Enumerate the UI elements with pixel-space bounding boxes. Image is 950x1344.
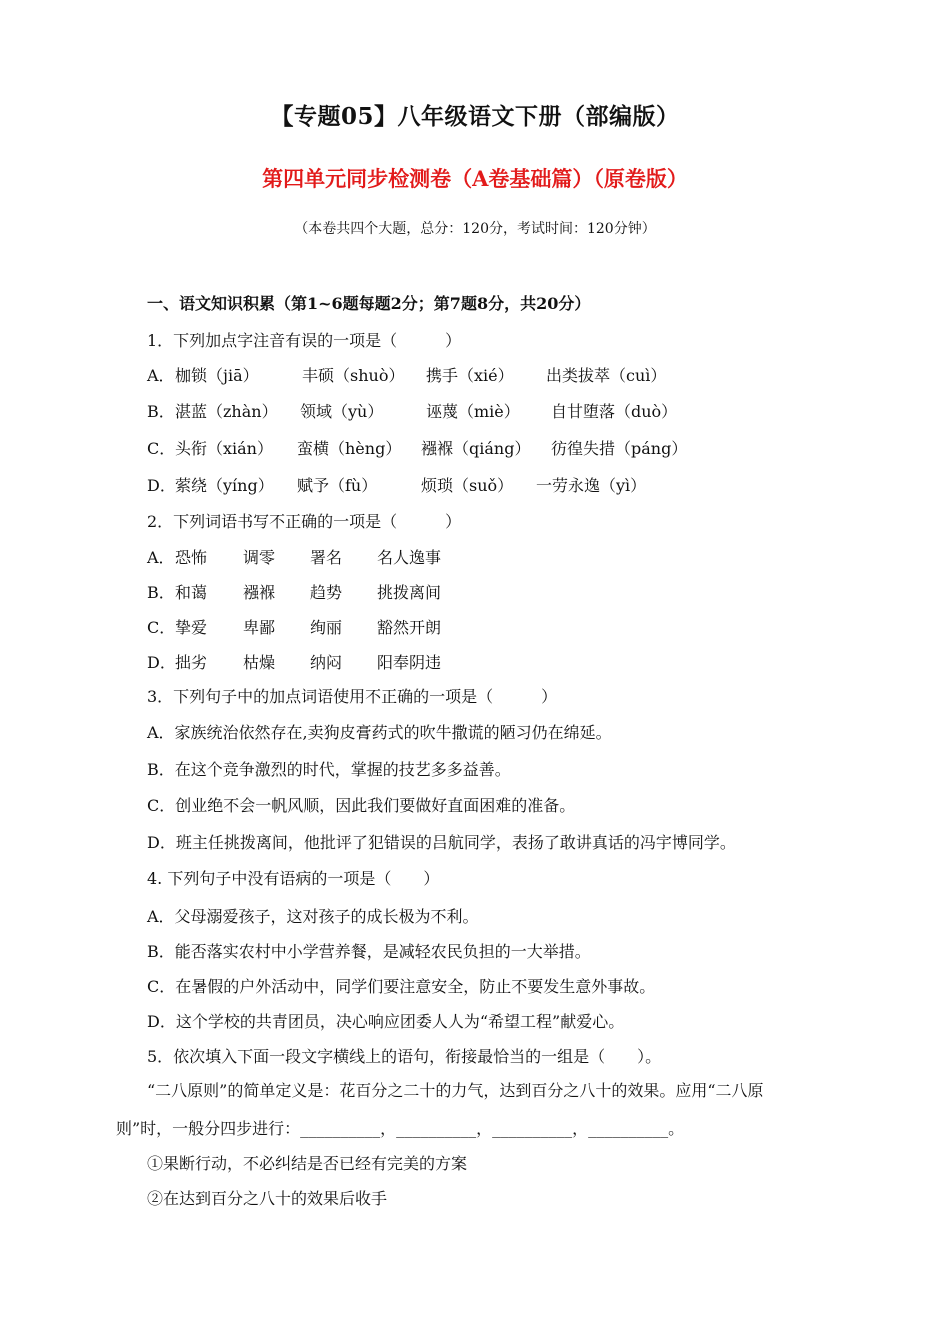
q1-option-c-item-3: 襁褓（qiáng） bbox=[421, 439, 531, 458]
q2-option-c-word-2: 卑鄙 bbox=[243, 618, 276, 637]
question-5-stem: 5．依次填入下面一段文字横线上的语句，衔接最恰当的一组是（ ）。 bbox=[147, 1047, 662, 1066]
q4-option-d: D．这个学校的共青团员，决心响应团委人人为“希望工程”献爱心。 bbox=[147, 1012, 625, 1031]
question-2-stem: 2．下列词语书写不正确的一项是（ ） bbox=[147, 512, 462, 531]
q5-choice-2: ②在达到百分之八十的效果后收手 bbox=[147, 1189, 388, 1208]
q1-option-a-item-2: 丰硕（shuò） bbox=[302, 366, 405, 385]
q1-option-a-label: A． bbox=[147, 366, 175, 385]
q2-option-c-word-4: 豁然开朗 bbox=[377, 618, 442, 637]
q1-option-b-label: B． bbox=[147, 402, 175, 421]
q1-option-a-item-3: 携手（xié） bbox=[426, 366, 514, 385]
q1-option-d-label: D． bbox=[147, 476, 176, 495]
q2-option-b-word-4: 挑拨离间 bbox=[377, 583, 442, 602]
question-4-stem: 4. 下列句子中没有语病的一项是（ ） bbox=[147, 869, 440, 888]
q2-option-b-label: B． bbox=[147, 583, 175, 602]
q1-option-c-label: C． bbox=[147, 439, 176, 458]
q1-option-b-item-3: 诬蔑（miè） bbox=[426, 402, 520, 421]
q1-option-d-item-2: 赋予（fù） bbox=[297, 476, 378, 495]
q3-option-b: B．在这个竞争激烈的时代，掌握的技艺多多益善。 bbox=[147, 760, 511, 779]
q1-option-c-item-2: 蛮横（hèng） bbox=[297, 439, 402, 458]
q1-option-b-item-1: 湛蓝（zhàn） bbox=[175, 402, 278, 421]
q2-option-d-word-3: 纳闷 bbox=[310, 653, 343, 672]
q2-option-a-word-3: 署名 bbox=[310, 548, 343, 567]
q2-option-d-word-4: 阳奉阴违 bbox=[377, 653, 442, 672]
q2-option-a-word-1: 恐怖 bbox=[175, 548, 208, 567]
q1-option-b-item-2: 领域（yù） bbox=[300, 402, 384, 421]
q1-option-c-item-1: 头衔（xián） bbox=[175, 439, 273, 458]
q3-option-a: A．家族统治依然存在,卖狗皮膏药式的吹牛撒谎的陋习仍在绵延。 bbox=[147, 723, 612, 742]
q3-option-c: C．创业绝不会一帆风顺，因此我们要做好直面困难的准备。 bbox=[147, 796, 576, 815]
q5-choice-1: ①果断行动，不必纠结是否已经有完美的方案 bbox=[147, 1154, 468, 1173]
section-heading: 一、语文知识积累（第1~6题每题2分；第7题8分，共20分） bbox=[147, 294, 591, 313]
q2-option-c-word-3: 绚丽 bbox=[310, 618, 343, 637]
question-3-stem: 3．下列句子中的加点词语使用不正确的一项是（ ） bbox=[147, 687, 558, 706]
q2-option-a-label: A． bbox=[147, 548, 175, 567]
exam-note: （本卷共四个大题，总分：120分，考试时间：120分钟） bbox=[294, 221, 656, 237]
q5-passage-line-1: “二八原则”的简单定义是：花百分之二十的力气，达到百分之八十的效果。应用“二八原 bbox=[147, 1081, 764, 1100]
q2-option-a-word-4: 名人逸事 bbox=[377, 548, 442, 567]
q2-option-d-label: D． bbox=[147, 653, 176, 672]
q2-option-d-word-2: 枯燥 bbox=[243, 653, 276, 672]
q1-option-c-item-4: 彷徨失措（páng） bbox=[551, 439, 688, 458]
q1-option-b-item-4: 自甘堕落（duò） bbox=[551, 402, 678, 421]
q4-option-c: C．在暑假的户外活动中，同学们要注意安全，防止不要发生意外事故。 bbox=[147, 977, 656, 996]
q1-option-a-item-1: 枷锁（jiā） bbox=[175, 366, 259, 385]
q2-option-b-word-1: 和蔼 bbox=[175, 583, 208, 602]
q2-option-b-word-3: 趋势 bbox=[310, 583, 343, 602]
q4-option-b: B．能否落实农村中小学营养餐，是减轻农民负担的一大举措。 bbox=[147, 942, 591, 961]
question-1-stem: 1．下列加点字注音有误的一项是（ ） bbox=[147, 331, 462, 350]
page-title: 【专题05】八年级语文下册（部编版） bbox=[270, 103, 680, 130]
q1-option-d-item-4: 一劳永逸（yì） bbox=[536, 476, 647, 495]
q1-option-d-item-1: 萦绕（yíng） bbox=[175, 476, 274, 495]
q5-passage-line-2: 则”时，一般分四步进行：__________，__________，__________，__________。 bbox=[116, 1119, 685, 1138]
q1-option-d-item-3: 烦琐（suǒ） bbox=[421, 476, 514, 495]
q1-option-a-item-4: 出类拔萃（cuì） bbox=[546, 366, 667, 385]
q3-option-d: D．班主任挑拨离间，他批评了犯错误的吕航同学，表扬了敢讲真话的冯宇博同学。 bbox=[147, 833, 736, 852]
q2-option-c-word-1: 挚爱 bbox=[175, 618, 208, 637]
q2-option-a-word-2: 调零 bbox=[243, 548, 276, 567]
page-subtitle: 第四单元同步检测卷（A卷基础篇）（原卷版） bbox=[262, 166, 688, 191]
q4-option-a: A．父母溺爱孩子，这对孩子的成长极为不利。 bbox=[147, 907, 479, 926]
q2-option-b-word-2: 襁褓 bbox=[243, 583, 276, 602]
q2-option-c-label: C． bbox=[147, 618, 176, 637]
q2-option-d-word-1: 拙劣 bbox=[175, 653, 208, 672]
